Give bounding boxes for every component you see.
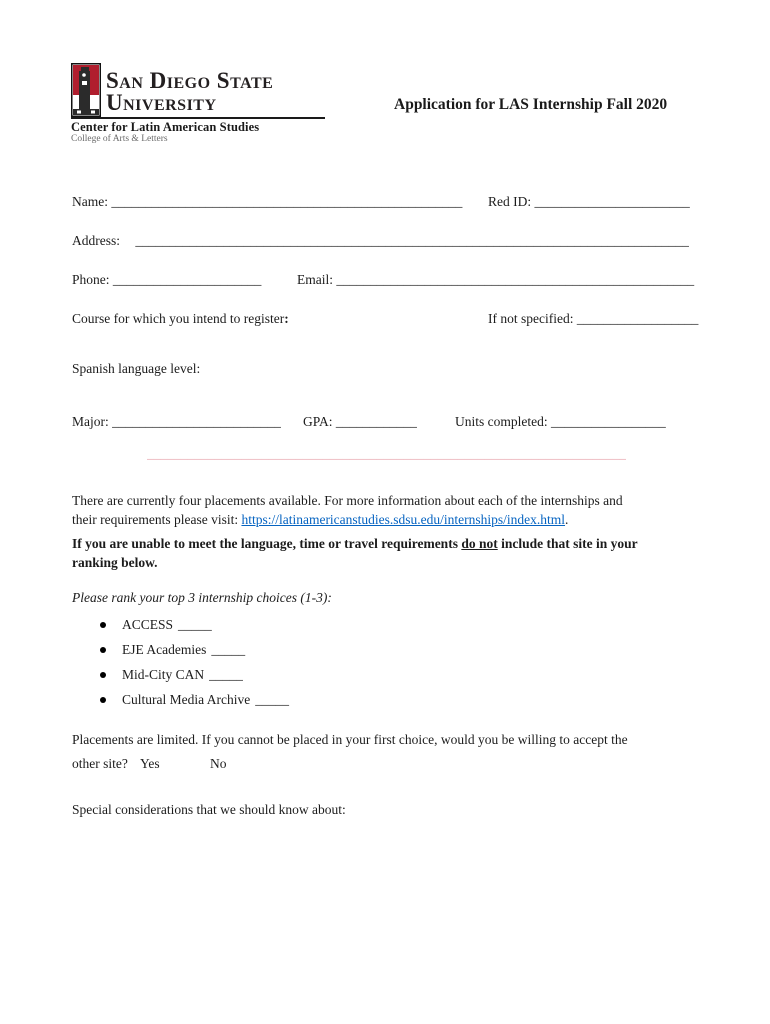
if-not-specified-label: If not specified:: [488, 311, 574, 326]
rank-blank[interactable]: _____: [211, 642, 246, 657]
placement-question-line1: Placements are limited. If you cannot be placed in your first choice, would you be willing to accept the: [72, 732, 628, 747]
name-row: [72, 193, 697, 211]
other-site-label: other site?: [72, 756, 128, 771]
internships-link[interactable]: https://latinamericanstudies.sdsu.edu/internships/index.html: [241, 511, 566, 527]
course-label-colon: :: [284, 311, 289, 326]
major-blank[interactable]: _________________________: [112, 414, 281, 429]
yes-option[interactable]: Yes: [140, 756, 160, 771]
address-row: [72, 232, 697, 250]
rank-blank[interactable]: _____: [178, 617, 212, 632]
requirements-bold-text: [72, 535, 712, 572]
spanish-level-row: [72, 360, 200, 378]
ranking-prompt: Please rank your top 3 internship choices (1-3):: [72, 590, 332, 605]
red-id-label: Red ID:: [488, 194, 532, 209]
name-label: Name:: [72, 194, 108, 209]
ranking-item-label: EJE Academies: [122, 642, 207, 657]
placement-question-line2: [72, 755, 372, 773]
rank-blank[interactable]: _____: [209, 667, 243, 682]
course-label: Course for which you intend to register: [72, 311, 285, 326]
university-wordmark-line1: San Diego State: [106, 68, 274, 93]
major-gpa-units-row: [72, 413, 697, 431]
logo-divider-rule: [71, 117, 325, 119]
red-id-blank[interactable]: _______________________: [534, 194, 690, 209]
pink-divider-line: _______________________________________________________________________: [147, 446, 626, 461]
placements-info-line1: There are currently four placements available. For more information about each of the internships and: [72, 493, 623, 508]
ranking-list: [100, 616, 289, 716]
units-completed-label: Units completed:: [455, 414, 548, 429]
requirements-before-underline: If you are unable to meet the language, time or travel requirements: [72, 536, 462, 551]
phone-label: Phone:: [72, 272, 110, 287]
university-wordmark-line2: University: [106, 90, 217, 115]
bullet-icon: [100, 622, 106, 628]
ranking-item-access: [100, 616, 289, 634]
email-label: Email:: [297, 272, 333, 287]
phone-blank[interactable]: ______________________: [112, 272, 262, 287]
rank-blank[interactable]: _____: [255, 692, 289, 707]
bullet-icon: [100, 672, 106, 678]
requirements-bold-line1: [72, 535, 712, 554]
placements-info-line2-prefix: their requirements please visit:: [72, 511, 242, 527]
placements-info-line2: [72, 511, 704, 530]
if-not-specified-blank[interactable]: __________________: [576, 311, 699, 326]
ranking-item-label: Mid-City CAN: [122, 667, 205, 682]
sdsu-emblem-icon: [71, 63, 101, 117]
requirements-do-not: do not: [461, 536, 498, 551]
bullet-icon: [100, 647, 106, 653]
placements-info-line2-suffix: .: [565, 511, 569, 527]
major-label: Major:: [72, 414, 109, 429]
ranking-item-label: Cultural Media Archive: [122, 692, 251, 707]
college-name: College of Arts & Letters: [71, 134, 168, 144]
no-option[interactable]: No: [210, 756, 227, 771]
ranking-item-cultural-media: [100, 691, 289, 709]
email-blank[interactable]: _____________________________________________________: [336, 272, 695, 287]
ranking-item-midcity: [100, 666, 289, 684]
ranking-item-label: ACCESS: [122, 617, 174, 632]
address-blank[interactable]: __________________________________________________________________________________: [135, 233, 689, 248]
form-title: Application for LAS Internship Fall 2020: [394, 96, 668, 113]
university-wordmark: [106, 70, 273, 114]
bullet-icon: [100, 697, 106, 703]
units-completed-blank[interactable]: _________________: [550, 414, 666, 429]
department-name: Center for Latin American Studies: [71, 120, 260, 134]
address-label: Address:: [72, 233, 120, 248]
requirements-after-underline: include that site in your: [497, 536, 638, 551]
special-considerations-label: Special considerations that we should know about:: [72, 802, 346, 817]
gpa-blank[interactable]: ____________: [335, 414, 417, 429]
requirements-bold-line2: ranking below.: [72, 554, 158, 570]
ranking-item-eje: [100, 641, 289, 659]
spanish-level-label: Spanish language level:: [72, 361, 201, 376]
gpa-label: GPA:: [303, 414, 333, 429]
placements-info-text: [72, 492, 704, 529]
name-blank[interactable]: ____________________________________________________: [111, 194, 463, 209]
course-row: [72, 310, 697, 328]
phone-email-row: [72, 271, 697, 289]
